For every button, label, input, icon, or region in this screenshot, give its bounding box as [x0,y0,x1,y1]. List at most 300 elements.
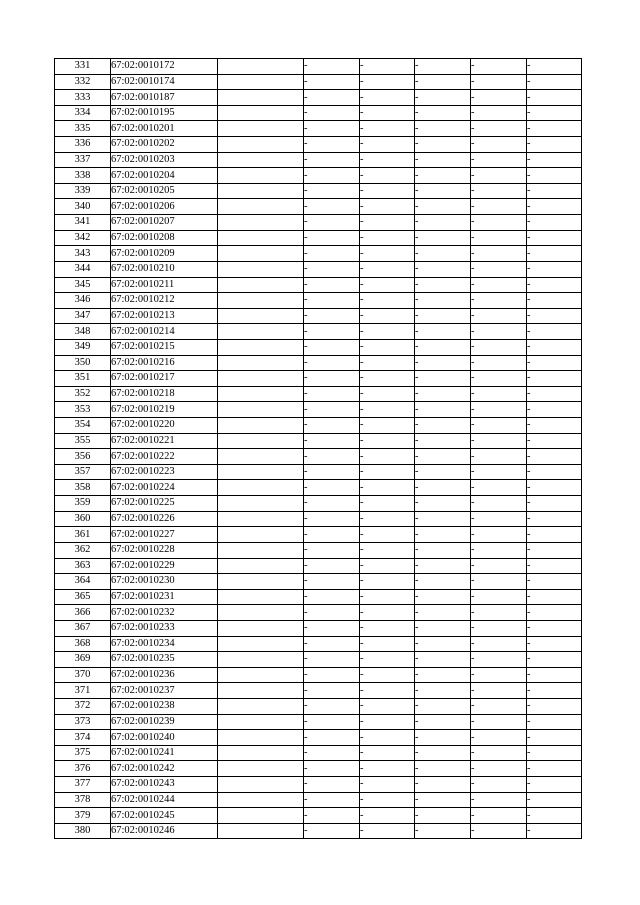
table-row [55,745,582,761]
row-number-cell: 351 [55,371,111,387]
cadastral-number-cell: 67:02:0010209 [111,246,218,262]
dash-cell: - [527,745,582,761]
row-number-cell: 339 [55,183,111,199]
table-row [55,261,582,277]
dash-cell: - [415,386,471,402]
empty-cell [218,324,304,340]
dash-cell: - [471,777,527,793]
table-row [55,714,582,730]
dash-cell: - [304,620,360,636]
cadastral-number-cell: 67:02:0010239 [111,714,218,730]
cadastral-number-cell: 67:02:0010217 [111,371,218,387]
empty-cell [218,730,304,746]
dash-cell: - [415,480,471,496]
cadastral-number-cell: 67:02:0010202 [111,137,218,153]
dash-cell: - [360,792,415,808]
dash-cell: - [304,90,360,106]
dash-cell: - [360,199,415,215]
cadastral-number-cell: 67:02:0010206 [111,199,218,215]
cadastral-number-cell: 67:02:0010233 [111,620,218,636]
dash-cell: - [360,433,415,449]
dash-cell: - [304,261,360,277]
dash-cell: - [471,261,527,277]
dash-cell: - [415,449,471,465]
row-number-cell: 355 [55,433,111,449]
row-number-cell: 333 [55,90,111,106]
dash-cell: - [415,542,471,558]
dash-cell: - [415,121,471,137]
dash-cell: - [304,293,360,309]
dash-cell: - [360,558,415,574]
empty-cell [218,152,304,168]
empty-cell [218,308,304,324]
empty-cell [218,714,304,730]
dash-cell: - [304,730,360,746]
dash-cell: - [471,308,527,324]
row-number-cell: 336 [55,137,111,153]
dash-cell: - [471,433,527,449]
dash-cell: - [304,480,360,496]
row-number-cell: 357 [55,464,111,480]
empty-cell [218,574,304,590]
dash-cell: - [471,480,527,496]
row-number-cell: 352 [55,386,111,402]
row-number-cell: 354 [55,418,111,434]
dash-cell: - [304,496,360,512]
dash-cell: - [471,698,527,714]
dash-cell: - [471,277,527,293]
row-number-cell: 369 [55,652,111,668]
dash-cell: - [360,683,415,699]
row-number-cell: 343 [55,246,111,262]
dash-cell: - [360,449,415,465]
dash-cell: - [360,168,415,184]
dash-cell: - [471,168,527,184]
dash-cell: - [360,667,415,683]
dash-cell: - [360,808,415,824]
dash-cell: - [527,152,582,168]
dash-cell: - [471,74,527,90]
empty-cell [218,246,304,262]
row-number-cell: 340 [55,199,111,215]
dash-cell: - [304,371,360,387]
empty-cell [218,137,304,153]
empty-cell [218,355,304,371]
dash-cell: - [471,761,527,777]
dash-cell: - [304,418,360,434]
row-number-cell: 334 [55,105,111,121]
dash-cell: - [527,589,582,605]
table-row [55,355,582,371]
empty-cell [218,652,304,668]
dash-cell: - [527,808,582,824]
dash-cell: - [304,277,360,293]
row-number-cell: 370 [55,667,111,683]
empty-cell [218,277,304,293]
dash-cell: - [527,433,582,449]
table-row [55,823,582,839]
table-row [55,230,582,246]
cadastral-number-cell: 67:02:0010216 [111,355,218,371]
table-row [55,464,582,480]
row-number-cell: 342 [55,230,111,246]
dash-cell: - [415,558,471,574]
dash-cell: - [304,105,360,121]
cadastral-number-cell: 67:02:0010242 [111,761,218,777]
row-number-cell: 368 [55,636,111,652]
dash-cell: - [360,652,415,668]
dash-cell: - [304,761,360,777]
dash-cell: - [527,74,582,90]
dash-cell: - [415,246,471,262]
dash-cell: - [360,589,415,605]
row-number-cell: 375 [55,745,111,761]
dash-cell: - [360,745,415,761]
dash-cell: - [527,183,582,199]
row-number-cell: 362 [55,542,111,558]
dash-cell: - [527,90,582,106]
dash-cell: - [527,324,582,340]
registry-table [54,58,582,839]
dash-cell: - [471,464,527,480]
dash-cell: - [360,418,415,434]
row-number-cell: 335 [55,121,111,137]
dash-cell: - [527,496,582,512]
row-number-cell: 374 [55,730,111,746]
dash-cell: - [527,215,582,231]
dash-cell: - [360,636,415,652]
dash-cell: - [527,574,582,590]
dash-cell: - [527,480,582,496]
dash-cell: - [415,339,471,355]
empty-cell [218,183,304,199]
dash-cell: - [415,620,471,636]
dash-cell: - [415,402,471,418]
dash-cell: - [471,449,527,465]
row-number-cell: 366 [55,605,111,621]
dash-cell: - [304,152,360,168]
dash-cell: - [415,199,471,215]
dash-cell: - [527,761,582,777]
dash-cell: - [527,652,582,668]
table-row [55,792,582,808]
dash-cell: - [527,371,582,387]
dash-cell: - [527,464,582,480]
dash-cell: - [304,433,360,449]
dash-cell: - [415,261,471,277]
row-number-cell: 380 [55,823,111,839]
table-row [55,246,582,262]
empty-cell [218,792,304,808]
dash-cell: - [360,308,415,324]
row-number-cell: 350 [55,355,111,371]
dash-cell: - [304,308,360,324]
dash-cell: - [471,808,527,824]
dash-cell: - [415,808,471,824]
dash-cell: - [527,339,582,355]
table-row [55,137,582,153]
empty-cell [218,402,304,418]
cadastral-number-cell: 67:02:0010208 [111,230,218,246]
table-row [55,402,582,418]
dash-cell: - [360,74,415,90]
row-number-cell: 347 [55,308,111,324]
empty-cell [218,74,304,90]
dash-cell: - [304,574,360,590]
cadastral-number-cell: 67:02:0010227 [111,527,218,543]
cadastral-number-cell: 67:02:0010243 [111,777,218,793]
dash-cell: - [415,433,471,449]
table-row [55,308,582,324]
dash-cell: - [415,152,471,168]
dash-cell: - [415,105,471,121]
table-row [55,511,582,527]
row-number-cell: 364 [55,574,111,590]
table-row [55,121,582,137]
dash-cell: - [471,823,527,839]
row-number-cell: 378 [55,792,111,808]
empty-cell [218,777,304,793]
cadastral-number-cell: 67:02:0010240 [111,730,218,746]
table-row [55,698,582,714]
dash-cell: - [471,324,527,340]
dash-cell: - [527,620,582,636]
dash-cell: - [360,480,415,496]
row-number-cell: 373 [55,714,111,730]
table-row [55,808,582,824]
dash-cell: - [415,761,471,777]
dash-cell: - [471,745,527,761]
dash-cell: - [415,324,471,340]
table-row [55,730,582,746]
dash-cell: - [304,808,360,824]
dash-cell: - [471,152,527,168]
table-row [55,277,582,293]
cadastral-number-cell: 67:02:0010218 [111,386,218,402]
dash-cell: - [527,698,582,714]
cadastral-number-cell: 67:02:0010214 [111,324,218,340]
dash-cell: - [304,745,360,761]
cadastral-number-cell: 67:02:0010228 [111,542,218,558]
empty-cell [218,683,304,699]
row-number-cell: 372 [55,698,111,714]
dash-cell: - [415,745,471,761]
cadastral-number-cell: 67:02:0010223 [111,464,218,480]
cadastral-number-cell: 67:02:0010245 [111,808,218,824]
table-row [55,90,582,106]
cadastral-number-cell: 67:02:0010244 [111,792,218,808]
dash-cell: - [360,511,415,527]
table-row [55,542,582,558]
table-row [55,59,582,75]
dash-cell: - [304,449,360,465]
dash-cell: - [360,371,415,387]
dash-cell: - [304,667,360,683]
dash-cell: - [527,261,582,277]
dash-cell: - [415,371,471,387]
dash-cell: - [471,558,527,574]
dash-cell: - [471,667,527,683]
dash-cell: - [527,355,582,371]
dash-cell: - [471,620,527,636]
dash-cell: - [415,90,471,106]
row-number-cell: 346 [55,293,111,309]
dash-cell: - [527,59,582,75]
empty-cell [218,371,304,387]
cadastral-number-cell: 67:02:0010187 [111,90,218,106]
cadastral-number-cell: 67:02:0010211 [111,277,218,293]
dash-cell: - [415,496,471,512]
dash-cell: - [415,168,471,184]
cadastral-number-cell: 67:02:0010207 [111,215,218,231]
dash-cell: - [527,308,582,324]
empty-cell [218,90,304,106]
dash-cell: - [304,246,360,262]
dash-cell: - [527,823,582,839]
table-row [55,418,582,434]
cadastral-number-cell: 67:02:0010238 [111,698,218,714]
dash-cell: - [471,730,527,746]
dash-cell: - [360,464,415,480]
dash-cell: - [527,105,582,121]
table-row [55,683,582,699]
dash-cell: - [415,792,471,808]
dash-cell: - [415,589,471,605]
cadastral-number-cell: 67:02:0010201 [111,121,218,137]
dash-cell: - [527,605,582,621]
dash-cell: - [415,355,471,371]
dash-cell: - [304,714,360,730]
dash-cell: - [304,698,360,714]
empty-cell [218,698,304,714]
dash-cell: - [360,355,415,371]
empty-cell [218,761,304,777]
dash-cell: - [527,199,582,215]
dash-cell: - [304,589,360,605]
dash-cell: - [360,605,415,621]
table-row [55,558,582,574]
dash-cell: - [415,652,471,668]
empty-cell [218,823,304,839]
dash-cell: - [304,636,360,652]
dash-cell: - [415,667,471,683]
cadastral-number-cell: 67:02:0010219 [111,402,218,418]
empty-cell [218,261,304,277]
dash-cell: - [360,293,415,309]
dash-cell: - [471,339,527,355]
cadastral-number-cell: 67:02:0010234 [111,636,218,652]
dash-cell: - [527,667,582,683]
cadastral-number-cell: 67:02:0010237 [111,683,218,699]
table-row [55,496,582,512]
cadastral-number-cell: 67:02:0010231 [111,589,218,605]
empty-cell [218,293,304,309]
dash-cell: - [471,183,527,199]
table-row [55,620,582,636]
cadastral-number-cell: 67:02:0010235 [111,652,218,668]
dash-cell: - [304,511,360,527]
empty-cell [218,105,304,121]
dash-cell: - [360,542,415,558]
dash-cell: - [471,90,527,106]
dash-cell: - [360,230,415,246]
row-number-cell: 359 [55,496,111,512]
row-number-cell: 345 [55,277,111,293]
dash-cell: - [304,542,360,558]
empty-cell [218,667,304,683]
dash-cell: - [527,277,582,293]
dash-cell: - [471,215,527,231]
empty-cell [218,605,304,621]
dash-cell: - [415,527,471,543]
dash-cell: - [415,636,471,652]
row-number-cell: 356 [55,449,111,465]
empty-cell [218,511,304,527]
cadastral-number-cell: 67:02:0010213 [111,308,218,324]
dash-cell: - [471,542,527,558]
cadastral-number-cell: 67:02:0010174 [111,74,218,90]
dash-cell: - [527,730,582,746]
dash-cell: - [415,605,471,621]
dash-cell: - [527,418,582,434]
table-row [55,371,582,387]
cadastral-number-cell: 67:02:0010236 [111,667,218,683]
empty-cell [218,230,304,246]
table-row [55,761,582,777]
dash-cell: - [527,246,582,262]
dash-cell: - [527,542,582,558]
dash-cell: - [360,823,415,839]
table-row [55,777,582,793]
dash-cell: - [471,230,527,246]
cadastral-number-cell: 67:02:0010172 [111,59,218,75]
dash-cell: - [471,496,527,512]
dash-cell: - [360,339,415,355]
dash-cell: - [360,698,415,714]
dash-cell: - [360,574,415,590]
cadastral-number-cell: 67:02:0010232 [111,605,218,621]
empty-cell [218,745,304,761]
table-row [55,574,582,590]
dash-cell: - [527,777,582,793]
dash-cell: - [360,105,415,121]
dash-cell: - [471,59,527,75]
empty-cell [218,620,304,636]
empty-cell [218,496,304,512]
dash-cell: - [304,386,360,402]
empty-cell [218,527,304,543]
row-number-cell: 379 [55,808,111,824]
dash-cell: - [415,137,471,153]
row-number-cell: 331 [55,59,111,75]
dash-cell: - [415,277,471,293]
cadastral-number-cell: 67:02:0010241 [111,745,218,761]
dash-cell: - [360,137,415,153]
cadastral-number-cell: 67:02:0010229 [111,558,218,574]
table-row [55,74,582,90]
dash-cell: - [471,246,527,262]
table-row [55,605,582,621]
empty-cell [218,168,304,184]
dash-cell: - [304,199,360,215]
dash-cell: - [415,511,471,527]
cadastral-number-cell: 67:02:0010210 [111,261,218,277]
dash-cell: - [304,464,360,480]
row-number-cell: 377 [55,777,111,793]
dash-cell: - [360,324,415,340]
table-row [55,339,582,355]
row-number-cell: 338 [55,168,111,184]
